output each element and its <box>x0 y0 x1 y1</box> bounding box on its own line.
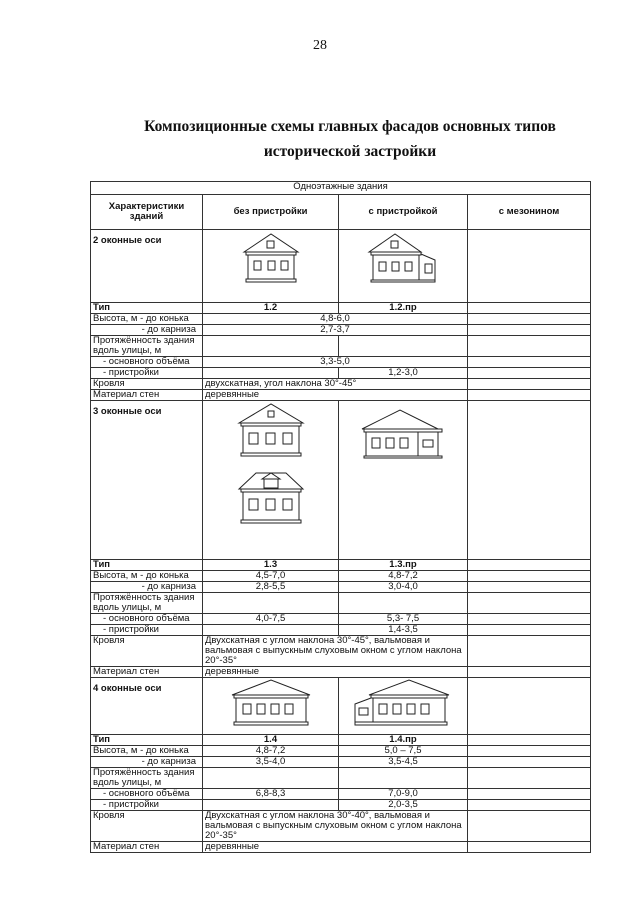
wall-value: деревянные <box>203 390 468 401</box>
type-value: 1.3.пр <box>339 560 468 571</box>
facade-table <box>90 181 591 853</box>
row-label-main-volume: - основного объёма <box>91 789 203 800</box>
height-ridge-value: 4,8-6,0 <box>203 314 468 325</box>
band-header: Одноэтажные здания <box>91 182 591 195</box>
roof-value: Двухскатная с углом наклона 30°-45°, вальмовая и вальмовая с выпускным слуховым окном с углом наклона 20°-35° <box>203 636 468 667</box>
height-eave-value: 3,0-4,0 <box>339 582 468 593</box>
height-ridge-value: 4,8-7,2 <box>339 571 468 582</box>
main-volume-value: 7,0-9,0 <box>339 789 468 800</box>
row-label-extension: - пристройки <box>91 800 203 811</box>
drawing-cell-1-2-pr <box>339 230 468 303</box>
drawing-cell-1-2 <box>203 230 339 303</box>
row-label-height-ridge: Высота, м - до конька <box>91 571 203 582</box>
drawing-cell-1-4 <box>203 678 339 735</box>
wall-value: деревянные <box>203 842 468 853</box>
roof-value: двухскатная, угол наклона 30°-45° <box>203 379 468 390</box>
row-label-roof: Кровля <box>91 636 203 667</box>
extension-value: 2,0-3,5 <box>339 800 468 811</box>
drawing-cell-mezzanine-4 <box>468 678 591 735</box>
drawing-cell-mezzanine-3 <box>468 401 591 560</box>
row-label-main-volume: - основного объёма <box>91 614 203 625</box>
section-label-4: 4 оконные оси <box>91 678 203 735</box>
extension-value: 1,2-3,0 <box>339 368 468 379</box>
row-label-type-4: Тип <box>91 735 203 746</box>
row-label-wall: Материал стен <box>91 390 203 401</box>
section-label-3: 3 оконные оси <box>91 401 203 560</box>
type-value: 1.2.пр <box>339 303 468 314</box>
row-label-extension: - пристройки <box>91 625 203 636</box>
facade-1-2-pr-icon <box>365 230 441 288</box>
row-label-extension: - пристройки <box>91 368 203 379</box>
height-ridge-value: 5,0 – 7,5 <box>339 746 468 757</box>
type-value: 1.2 <box>203 303 339 314</box>
row-label-height-eave: - до карниза <box>91 582 203 593</box>
drawing-cell-1-3 <box>203 401 339 560</box>
row-label-roof: Кровля <box>91 811 203 842</box>
facade-1-3-icon <box>231 401 311 461</box>
height-ridge-value: 4,8-7,2 <box>203 746 339 757</box>
wall-value: деревянные <box>203 667 468 678</box>
facade-1-3-hipped-icon <box>231 467 311 529</box>
height-eave-value: 2,8-5,5 <box>203 582 339 593</box>
facade-1-3-pr-icon <box>358 407 448 463</box>
row-label-roof: Кровля <box>91 379 203 390</box>
row-label-length: Протяжённость здания вдоль улицы, м <box>91 768 203 789</box>
roof-value: Двухскатная с углом наклона 30°-40°, вальмовая и вальмовая с выпускным слуховым окном с углом наклона 20°-35° <box>203 811 468 842</box>
page-title: Композиционные схемы главных фасадов основных типов <box>144 118 556 135</box>
height-eave-value: 3,5-4,5 <box>339 757 468 768</box>
row-label-height-ridge: Высота, м - до конька <box>91 314 203 325</box>
row-label-main-volume: - основного объёма <box>91 357 203 368</box>
page-title-line2: исторической застройки <box>263 143 437 160</box>
row-label-type-2: Тип <box>91 303 203 314</box>
page-number: 28 <box>313 38 327 53</box>
height-eave-value: 2,7-3,7 <box>203 325 468 336</box>
main-volume-value: 5,3- 7,5 <box>339 614 468 625</box>
extension-value: 1,4-3,5 <box>339 625 468 636</box>
height-eave-value: 3,5-4,0 <box>203 757 339 768</box>
drawing-cell-1-4-pr <box>339 678 468 735</box>
row-label-wall: Материал стен <box>91 667 203 678</box>
row-label-length: Протяжённость здания вдоль улицы, м <box>91 336 203 357</box>
header-characteristics: Характеристики зданий <box>91 195 203 230</box>
section-label-2: 2 оконные оси <box>91 230 203 303</box>
row-label-length: Протяжённость здания вдоль улицы, м <box>91 593 203 614</box>
facade-1-4-pr-icon <box>353 678 453 728</box>
main-volume-value: 3,3-5,0 <box>203 357 468 368</box>
row-label-type-3: Тип <box>91 560 203 571</box>
type-value: 1.3 <box>203 560 339 571</box>
height-ridge-value: 4,5-7,0 <box>203 571 339 582</box>
drawing-cell-mezzanine-2 <box>468 230 591 303</box>
type-value: 1.4.пр <box>339 735 468 746</box>
main-volume-value: 4,0-7,5 <box>203 614 339 625</box>
facade-1-2-icon <box>236 230 306 288</box>
row-label-wall: Материал стен <box>91 842 203 853</box>
row-label-height-ridge: Высота, м - до конька <box>91 746 203 757</box>
header-no-extension: без пристройки <box>203 195 339 230</box>
row-label-height-eave: - до карниза <box>91 757 203 768</box>
type-value: 1.4 <box>203 735 339 746</box>
row-label-height-eave: - до карниза <box>91 325 203 336</box>
main-volume-value: 6,8-8,3 <box>203 789 339 800</box>
drawing-cell-1-3-pr <box>339 401 468 560</box>
facade-1-4-icon <box>226 678 316 728</box>
header-with-extension: с пристройкой <box>339 195 468 230</box>
header-with-mezzanine: с мезонином <box>468 195 591 230</box>
